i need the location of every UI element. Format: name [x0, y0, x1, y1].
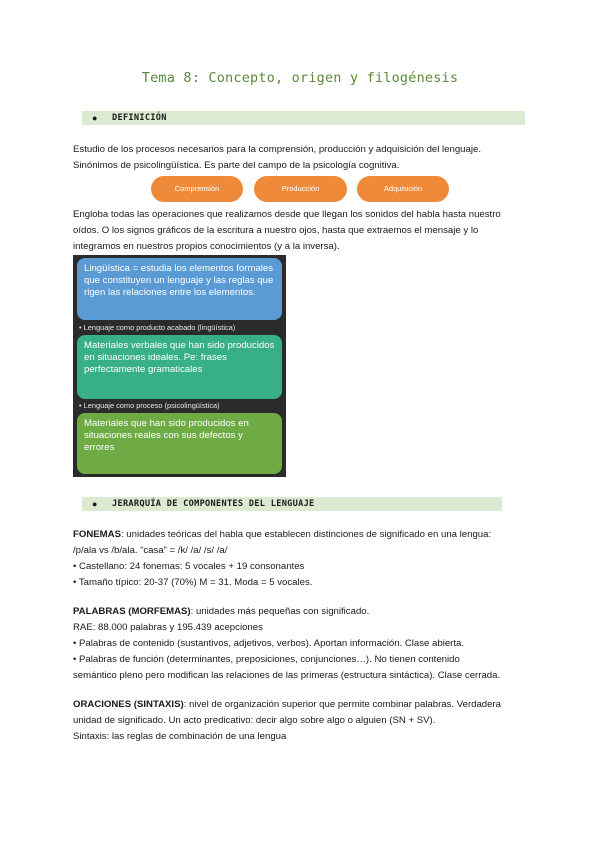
oval-produccion: Producción: [254, 176, 347, 202]
diagram-label-producto: • Lenguaje como producto acabado (lingüística): [79, 323, 236, 332]
text-line: semántico pleno pero modifican las relaciones de las primeras (estructura sintáctica). Clase cerrada.: [73, 670, 501, 681]
text-line: unidad de significado. Un acto predicativo: decir algo sobre algo o alguien (SN + SV).: [73, 715, 436, 726]
section-label: JERARQUÍA DE COMPONENTES DEL LENGUAJE: [112, 499, 315, 509]
diagram-box-materiales-reales: Materiales que han sido producidos en situaciones reales con sus defectos y errores: [77, 413, 282, 474]
text-line: Estudio de los procesos necesarios para la comprensión, producción y adquisición del lenguaje.: [73, 144, 481, 155]
section-header-definicion: [82, 111, 525, 125]
term-oraciones: ORACIONES (SINTAXIS): [73, 699, 184, 710]
text-line: /p/ala vs /b/ala. “casa” = /k/ /a/ /s/ /a/: [73, 545, 228, 556]
oraciones-block: [73, 697, 543, 745]
list-item: • Tamaño típico: 20-37 (70%) M = 31. Moda = 5 vocales.: [73, 577, 313, 588]
definition-text: : nivel de organización superior que permite combinar palabras. Verdadera: [183, 699, 502, 710]
diagram-label-proceso: • Lenguaje como proceso (psicolingüística): [79, 401, 220, 410]
text-line: Engloba todas las operaciones que realizamos desde que llegan los sonidos del habla hasta nuestro: [73, 209, 501, 220]
bullet-icon: ●: [92, 113, 98, 123]
text-line: [73, 527, 543, 543]
text-line: [73, 604, 543, 620]
list-item: • Palabras de función (determinantes, preposiciones, conjunciones…). No tienen contenido: [73, 654, 460, 665]
language-diagram: [73, 255, 286, 477]
page-title: Tema 8: Concepto, origen y filogénesis: [141, 70, 459, 86]
list-item: • Palabras de contenido (sustantivos, adjetivos, verbos). Aportan información. Clase abierta.: [73, 638, 465, 649]
text-line: RAE: 88.000 palabras y 195.439 acepciones: [73, 622, 263, 633]
oval-comprension: Comprensión: [151, 176, 243, 202]
text-line: Sinónimos de psicolingüística. Es parte del campo de la psicología cognitiva.: [73, 160, 400, 171]
definition-text: : unidades más pequeñas con significado.: [190, 606, 370, 617]
text-line: integramos en nuestros propios conocimientos (y a la inversa).: [73, 241, 340, 252]
term-palabras: PALABRAS (MORFEMAS): [73, 606, 191, 617]
definition-text: : unidades teóricas del habla que establecen distinciones de significado en una lengua:: [120, 529, 492, 540]
diagram-box-materiales-ideales: Materiales verbales que han sido producidos en situaciones ideales. Pe: frases perfectamente gramaticales: [77, 335, 282, 399]
list-item: • Castellano: 24 fonemas: 5 vocales + 19 consonantes: [73, 561, 305, 572]
oval-adquisicion: Adquisición: [357, 176, 449, 202]
palabras-block: [73, 604, 543, 684]
diagram-box-linguistica: Lingüística = estudia los elementos formales que constituyen un lenguaje y las reglas que rigen las relaciones entre los elementos.: [77, 258, 282, 320]
fonemas-block: [73, 527, 543, 591]
bullet-icon: ●: [92, 499, 98, 509]
engloba-paragraph: [73, 207, 543, 255]
section-header-jerarquia: [82, 497, 502, 511]
term-fonemas: FONEMAS: [73, 529, 121, 540]
text-line: [73, 697, 543, 713]
text-line: oídos. O los signos gráficos de la escritura a nuestro ojos, hasta que extraemos el mensaje y lo: [73, 225, 479, 236]
section-label: DEFINICIÓN: [112, 113, 167, 123]
text-line: Sintaxis: las reglas de combinación de una lengua: [73, 731, 287, 742]
definition-paragraph: [73, 142, 543, 174]
